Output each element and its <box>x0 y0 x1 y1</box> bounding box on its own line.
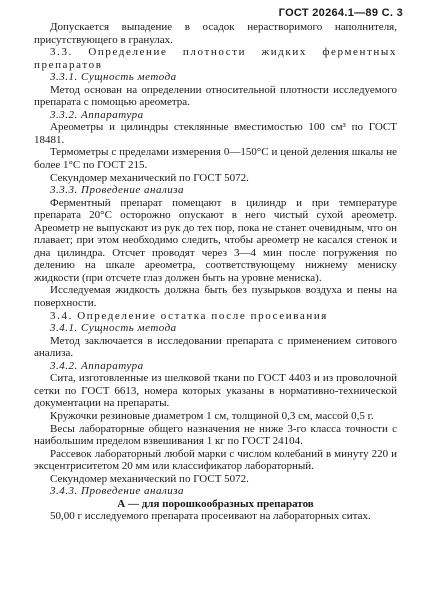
subsection-heading: 3.3.2. Аппаратура <box>50 108 144 121</box>
section-heading: 3.4. Определение остатка после просеивания <box>50 309 328 322</box>
paragraph: Сита, изготовленные из шелковой ткани по ГОСТ 4403 и из проволочной сетки по ГОСТ 6613, номера которых указаны в нормативно-технической документации на препараты. <box>34 372 397 410</box>
subsection-heading: 3.4.1. Сущность метода <box>50 322 177 335</box>
paragraph: Ферментный препарат помещают в цилиндр и при температуре препарата 20°C осторожно опускают в него чистый сухой ареометр. Ареометр не выпускают из рук до тех пор, пока не станет очевидным, что он плавает; при этом необходимо следить, чтобы ареометр не касался стенок и дна цилиндра. Отсчет проводят через 3—4 мин после погружения по делению на шкале ареометра, соответствующему нижнему мениску жидкости (при отсчете глаз должен быть на уровне мениска). <box>34 196 397 284</box>
paragraph: Секундомер механический по ГОСТ 5072. <box>50 472 249 485</box>
paragraph: 50,00 г исследуемого препарата просеивают на лабораторных ситах. <box>50 510 371 523</box>
paragraph: Метод заключается в исследовании препарата с применением ситового анализа. <box>34 334 397 360</box>
centered-heading: А — для порошкообразных препаратов <box>117 497 314 510</box>
paragraph: Допускается выпадение в осадок нерастворимого наполнителя, присутствующего в гранулах. <box>34 21 397 46</box>
subsection-heading: 3.4.3. Проведение анализа <box>50 485 185 498</box>
paragraph: Весы лабораторные общего назначения не ниже 3-го класса точности с наибольшим пределом взвешивания 1 кг по ГОСТ 24104. <box>34 422 397 448</box>
paragraph: Исследуемая жидкость должна быть без пузырьков воздуха и пены на поверхности. <box>34 284 397 310</box>
paragraph: Ареометры и цилиндры стеклянные вместимостью 100 см³ по ГОСТ 18481. <box>34 121 397 146</box>
paragraph: Термометры с пределами измерения 0—150°C и ценой деления шкалы не более 1°C по ГОСТ 215. <box>34 146 397 172</box>
paragraph: Кружочки резиновые диаметром 1 см, толщиной 0,3 см, массой 0,5 г. <box>50 409 374 422</box>
subsection-heading: 3.4.2. Аппаратура <box>50 359 144 372</box>
page-header: ГОСТ 20264.1—89 С. 3 <box>278 7 403 19</box>
document-body <box>34 21 397 523</box>
paragraph: Секундомер механический по ГОСТ 5072. <box>50 171 249 184</box>
paragraph: Рассевок лабораторный любой марки с числом колебаний в минуту 220 и эксцентриситетом 20 мм или классификатор лабораторный. <box>34 447 397 473</box>
section-heading: 3.3. Определение плотности жидких ферментных препаратов <box>34 46 397 71</box>
paragraph: Метод основан на определении относительной плотности исследуемого препарата с помощью ареометра. <box>34 83 397 109</box>
subsection-heading: 3.3.1. Сущность метода <box>50 71 177 84</box>
subsection-heading: 3.3.3. Проведение анализа <box>50 184 185 197</box>
